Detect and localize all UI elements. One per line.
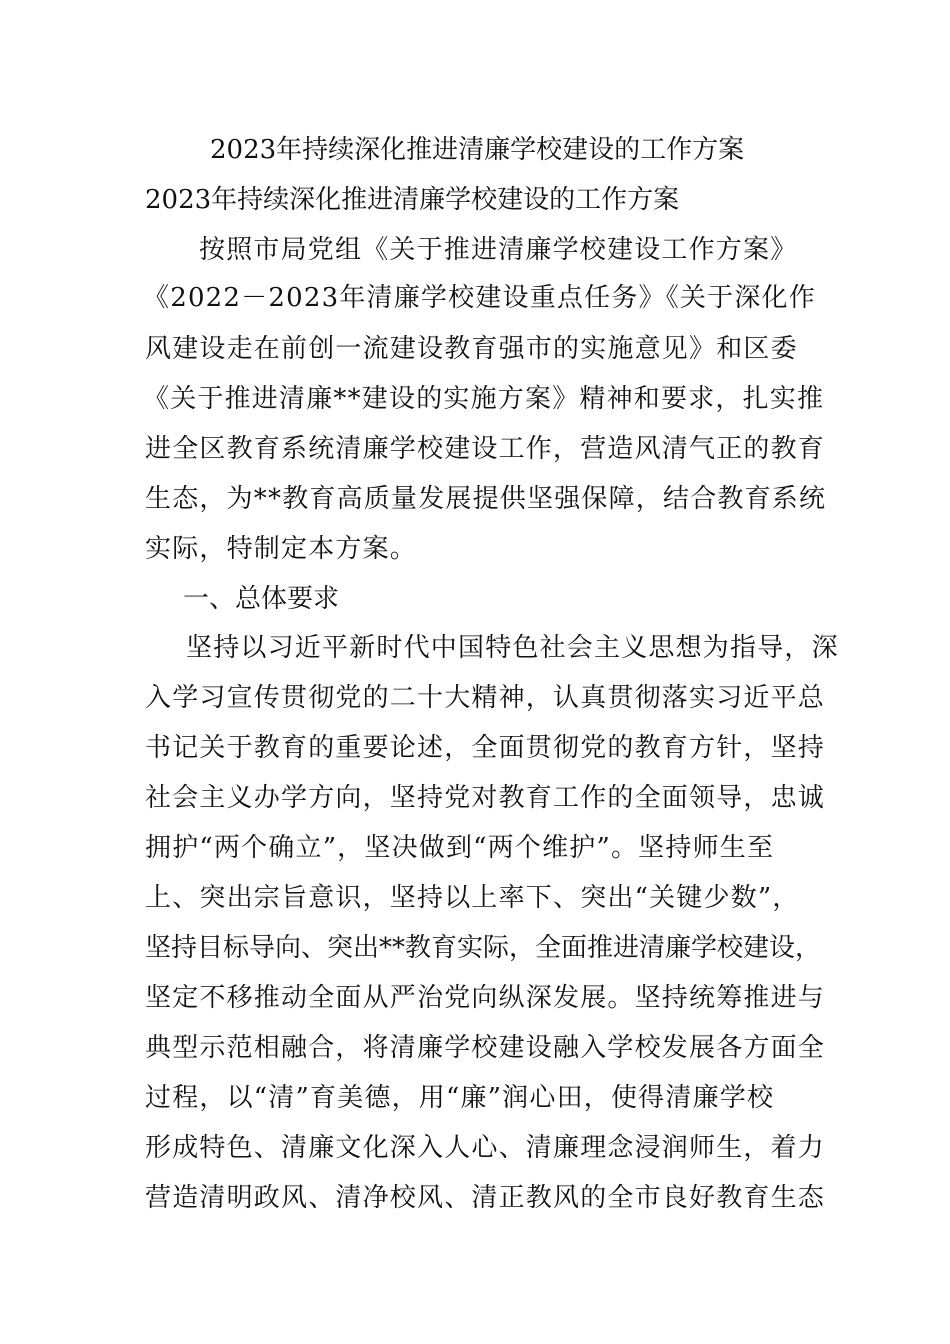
body-line: 过程，以“清”育美德，用“廉”润心田，使得清廉学校 <box>145 1083 775 1113</box>
intro-line: 《2022－2023年清廉学校建设重点任务》《关于深化作 <box>143 283 816 313</box>
body-line: 营造清明政风、清净校风、清正教风的全市良好教育生态 <box>145 1183 826 1213</box>
body-line: 书记关于教育的重要论述，全面贯彻党的教育方针，坚持 <box>145 733 826 763</box>
document-subtitle: 2023年持续深化推进清廉学校建设的工作方案 <box>145 185 680 215</box>
intro-line: 实际，特制定本方案。 <box>145 534 418 564</box>
body-line: 拥护“两个确立”，坚决做到“两个维护”。坚持师生至 <box>145 833 775 863</box>
intro-line: 按照市局党组《关于推进清廉学校建设工作方案》 <box>199 235 798 265</box>
section-heading: 一、总体要求 <box>183 584 340 614</box>
body-line: 上、突出宗旨意识，坚持以上率下、突出“关键少数”， <box>145 883 800 913</box>
intro-line: 生态，为**教育高质量发展提供坚强保障，结合教育系统 <box>145 484 827 514</box>
document-title: 2023年持续深化推进清廉学校建设的工作方案 <box>210 135 745 165</box>
body-line: 坚持目标导向、突出**教育实际，全面推进清廉学校建设， <box>145 933 822 963</box>
body-line: 形成特色、清廉文化深入人心、清廉理念浸润师生，着力 <box>145 1133 826 1163</box>
body-line: 入学习宣传贯彻党的二十大精神，认真贯彻落实习近平总 <box>145 683 826 713</box>
intro-line: 风建设走在前创一流建设教育强市的实施意见》和区委 <box>145 334 798 364</box>
body-line: 坚定不移推动全面从严治党向纵深发展。坚持统筹推进与 <box>145 983 826 1013</box>
body-line: 社会主义办学方向，坚持党对教育工作的全面领导，忠诚 <box>145 783 826 813</box>
body-line: 坚持以习近平新时代中国特色社会主义思想为指导，深 <box>186 633 839 663</box>
intro-line: 进全区教育系统清廉学校建设工作，营造风清气正的教育 <box>145 434 826 464</box>
body-line: 典型示范相融合，将清廉学校建设融入学校发展各方面全 <box>145 1033 826 1063</box>
intro-line: 《关于推进清廉**建设的实施方案》精神和要求，扎实推 <box>143 384 825 414</box>
